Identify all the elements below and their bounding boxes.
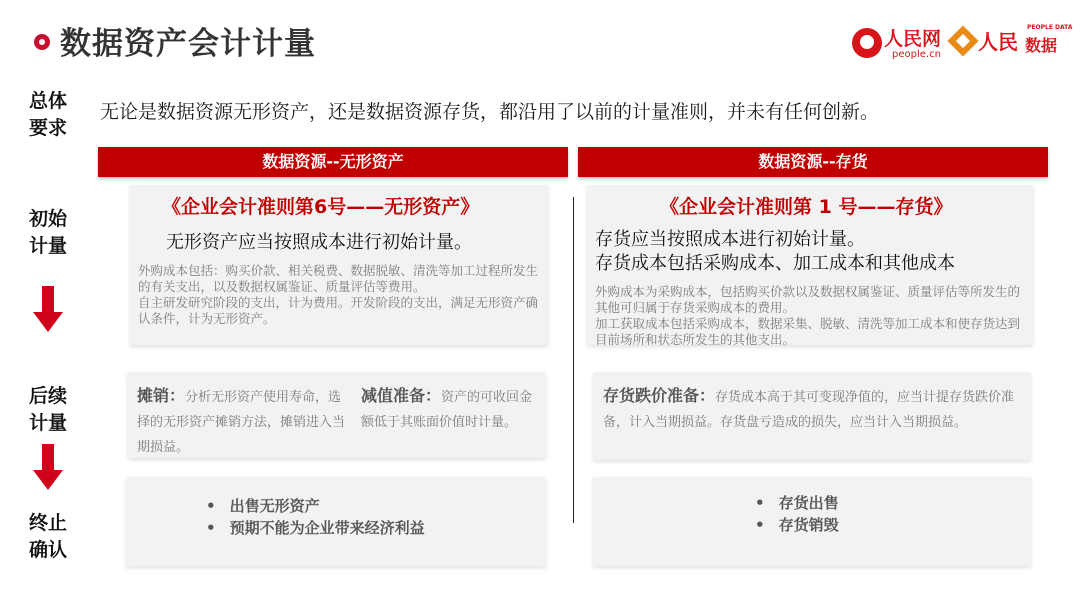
column-divider [573, 197, 574, 523]
header-inventory: 数据资源--存货 [578, 147, 1048, 177]
label-termination-line2: 确认 [28, 539, 67, 561]
renmin-data-logo-small: PEOPLE DATA [1027, 24, 1073, 31]
list-item: • 存货销毁 [755, 514, 839, 536]
inventory-initial-main-line1: 存货应当按照成本进行初始计量。 [595, 229, 865, 250]
intangible-detail-rnd: 自主研发研究阶段的支出，计为费用。开发阶段的支出，满足无形资产确认条件，计为无形资产。 [138, 295, 539, 326]
overall-summary: 无论是数据资源无形资产，还是数据资源存货，都沿用了以前的计量准则，并未有任何创新。 [100, 101, 880, 123]
label-overall [23, 88, 73, 142]
header-intangible-assets: 数据资源--无形资产 [98, 147, 568, 177]
inventory-initial-main-line2: 存货成本包括采购成本、加工成本和其他成本 [595, 253, 955, 274]
amortization-label: 摊销： [137, 386, 186, 405]
impairment-label: 减值准备： [361, 386, 442, 405]
renmin-emblem-icon [852, 28, 882, 58]
label-termination-line1: 终止 [28, 512, 67, 534]
list-item: • 预期不能为企业带来经济利益 [206, 517, 425, 539]
impairment-block [361, 383, 537, 435]
renmin-data-logo [952, 24, 1073, 64]
intangible-initial-main: 无形资产应当按照成本进行初始计量。 [166, 232, 472, 253]
inventory-initial-main [595, 228, 955, 276]
inventory-initial-details [595, 284, 1027, 348]
inventory-writedown-text: 存货成本高于其可变现净值的，应当计提存货跌价准备，计入当期损益。存货盘亏造成的损失，应当计入当期损益。 [603, 390, 1015, 430]
inventory-detail-purchase: 外购成本为采购成本，包括购买价款以及数据权属鉴证、质量评估等所发生的其他可归属于存货采购成本的费用。 [595, 284, 1021, 315]
list-item: • 存货出售 [755, 492, 839, 514]
renmin-logo-en: people.cn [892, 49, 941, 60]
renmin-data-logo-data: 数据 [1025, 36, 1058, 55]
inventory-writedown-block [603, 383, 1023, 435]
inventory-termination-list [755, 492, 839, 536]
down-arrow-icon [31, 286, 65, 334]
amortization-block [137, 383, 345, 460]
label-subsequent-line2: 计量 [28, 412, 67, 434]
inventory-writedown-label: 存货跌价准备： [603, 386, 716, 405]
intangible-standard-title: 《企业会计准则第6号——无形资产》 [162, 196, 480, 218]
inventory-standard-title: 《企业会计准则第 1 号——存货》 [660, 196, 953, 218]
impairment-text: 资产的可收回金额低于其账面价值时计量。 [361, 390, 533, 430]
renmin-logo-cn: 人民网 [884, 28, 942, 50]
label-initial-line1: 初始 [28, 208, 67, 230]
inventory-detail-processing: 加工获取成本包括采购成本，数据采集、脱敏、清洗等加工成本和使存货达到目前场所和状态所发生的其他支出。 [595, 316, 1021, 347]
label-initial [23, 206, 73, 260]
list-item: • 出售无形资产 [206, 495, 425, 517]
label-subsequent-line1: 后续 [28, 385, 67, 407]
label-subsequent [23, 383, 73, 437]
intangible-initial-details [138, 263, 540, 327]
renmin-data-logo-cn: 人民 [978, 30, 1018, 54]
label-initial-line2: 计量 [28, 235, 67, 257]
title-bullet-icon [34, 34, 50, 50]
label-termination [23, 510, 73, 564]
renmin-data-emblem-icon [947, 25, 978, 56]
intangible-detail-purchase: 外购成本包括：购买价款、相关税费、数据脱敏、清洗等加工过程所发生的有关支出，以及数据权属鉴证、质量评估等费用。 [138, 263, 539, 294]
page-title: 数据资产会计计量 [60, 26, 316, 62]
label-overall-line1: 总体 [28, 90, 67, 112]
down-arrow-icon [31, 444, 65, 492]
intangible-termination-list [206, 495, 425, 539]
renmin-logo [852, 24, 947, 64]
label-overall-line2: 要求 [28, 117, 67, 139]
amortization-text: 分析无形资产使用寿命，选择的无形资产摊销方法，摊销进入当期损益。 [137, 390, 346, 455]
